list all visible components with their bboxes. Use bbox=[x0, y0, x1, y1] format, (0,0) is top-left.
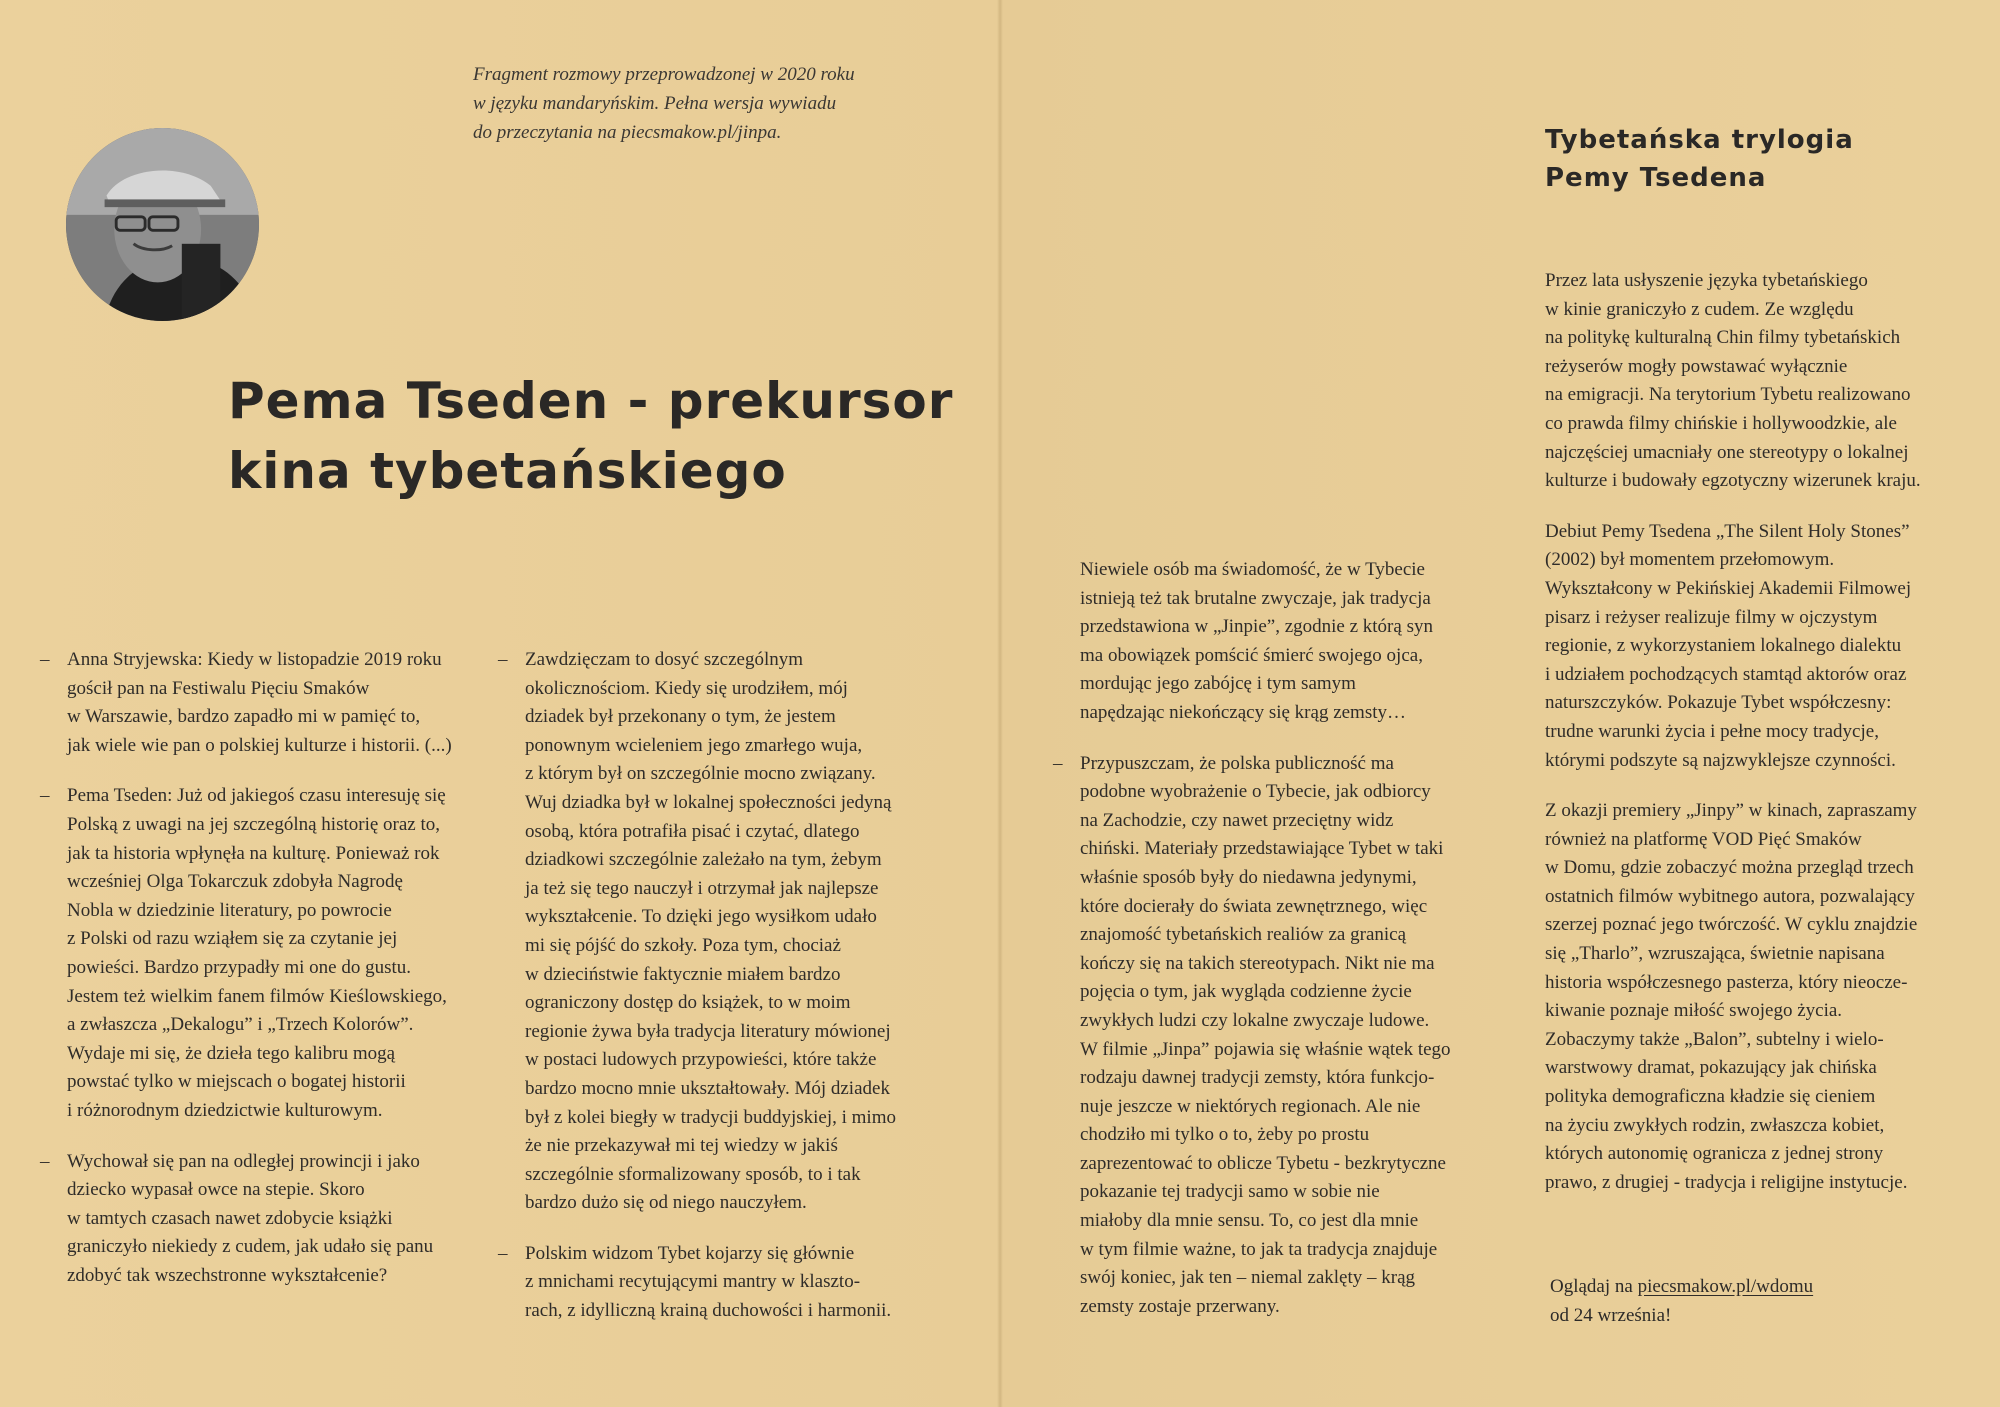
text-line: (2002) był momentem przełomowym. bbox=[1545, 549, 1835, 571]
sidebar-paragraph bbox=[1545, 518, 1985, 775]
text-line: polityka demograficzna kładzie się cieniem bbox=[1545, 1086, 1876, 1108]
text-line: kończy się na takich stereotypach. Nikt nie ma bbox=[1080, 952, 1435, 974]
text-line: Wydaje mi się, że dzieła tego kalibru mogą bbox=[67, 1042, 396, 1064]
text-line: że nie przekazywał mi tej wiedzy w jakiś bbox=[525, 1135, 838, 1157]
text-line: z Polski od razu wziąłem się za czytanie jej bbox=[67, 928, 398, 950]
sidebar-paragraph bbox=[1545, 267, 1985, 496]
text-line: szczególnie sformalizowany sposób, to i tak bbox=[525, 1163, 861, 1185]
text-line: Jestem też wielkim fanem filmów Kieślowskiego, bbox=[67, 985, 447, 1007]
text-line: ma obowiązek pomścić śmierć swojego ojca, bbox=[1080, 644, 1423, 666]
text-line: co prawda filmy chińskie i hollywoodzkie, ale bbox=[1545, 412, 1897, 434]
text-line: podobne wyobrażenie o Tybecie, jak odbiorcy bbox=[1080, 781, 1431, 803]
sidebar-paragraph bbox=[1545, 797, 1985, 1197]
text-line: swój koniec, jak ten – niemal zaklęty – krąg bbox=[1080, 1267, 1416, 1289]
dash-marker: – bbox=[40, 785, 50, 807]
text-line: w tamtych czasach nawet zdobycie książki bbox=[67, 1207, 393, 1229]
text-line: powstać tylko w miejscach o bogatej historii bbox=[67, 1071, 406, 1093]
interview-column-1 bbox=[40, 646, 497, 1290]
text-line: wcześniej Olga Tokarczuk zdobyła Nagrodę bbox=[67, 871, 403, 893]
text-line: powieści. Bardzo przypadły mi one do gustu. bbox=[67, 956, 412, 978]
intro-line: do przeczytania na piecsmakow.pl/jinpa. bbox=[473, 122, 782, 143]
text-line: w Domu, gdzie zobaczyć można przegląd trzech bbox=[1545, 857, 1914, 879]
text-line: reżyserów mogły powstawać wyłącznie bbox=[1545, 355, 1848, 377]
sidebar-title-line: Tybetańska trylogia bbox=[1545, 125, 1854, 155]
text-line: miałoby dla mnie sensu. To, co jest dla mnie bbox=[1080, 1210, 1419, 1232]
text-line: Zawdzięczam to dosyć szczególnym bbox=[525, 649, 804, 670]
interview-column-3 bbox=[1053, 556, 1510, 1321]
text-line: w postaci ludowych przypowieści, które także bbox=[525, 1049, 877, 1071]
text-line: rodzaju dawnej tradycji zemsty, która funkcjo- bbox=[1080, 1067, 1435, 1089]
text-line: również na platformę VOD Pięć Smaków bbox=[1545, 828, 1862, 850]
text-line: warstwowy dramat, pokazujący jak chińska bbox=[1545, 1057, 1877, 1079]
interview-entry bbox=[40, 1148, 497, 1291]
text-line: na Zachodzie, czy nawet przeciętny widz bbox=[1080, 809, 1394, 831]
text-line: Wychował się pan na odległej prowincji i jako bbox=[67, 1150, 420, 1172]
text-line: Niewiele osób ma świadomość, że w Tybecie bbox=[1080, 559, 1425, 580]
text-line: mi się pójść do szkoły. Poza tym, chociaż bbox=[525, 934, 841, 956]
text-line: w dzieciństwie faktycznie miałem bardzo bbox=[525, 963, 841, 985]
text-line: w tym filmie ważne, to jak ta tradycja znajduje bbox=[1080, 1238, 1438, 1260]
text-line: pokazanie tej tradycji samo w sobie nie bbox=[1080, 1181, 1380, 1203]
text-line: W filmie „Jinpa” pojawia się właśnie wątek tego bbox=[1080, 1038, 1451, 1060]
text-line: znajomość tybetańskich realiów za granicą bbox=[1080, 924, 1407, 946]
text-line: na życiu zwykłych rodzin, zwłaszcza kobiet, bbox=[1545, 1114, 1885, 1136]
text-line: zemsty zostaje przerwany. bbox=[1080, 1295, 1280, 1317]
text-line: historia współczesnego pasterza, który nieocze- bbox=[1545, 971, 1908, 993]
text-line: najczęściej umacniały one stereotypy o lokalnej bbox=[1545, 441, 1909, 463]
text-line: szerzej poznać jego twórczość. W cyklu znajdzie bbox=[1545, 914, 1918, 936]
text-line: Wykształcony w Pekińskiej Akademii Filmowej bbox=[1545, 577, 1912, 599]
sidebar-text bbox=[1545, 267, 1985, 1197]
text-line: ponownym wcieleniem jego zmarłego wuja, bbox=[525, 734, 863, 756]
text-line: Wuj dziadka był w lokalnej społeczności jedyną bbox=[525, 791, 892, 813]
text-line: dziadek był przekonany o tym, że jestem bbox=[525, 706, 836, 728]
interview-entry bbox=[40, 782, 497, 1125]
interview-continuation bbox=[1080, 556, 1510, 728]
interview-entry bbox=[498, 646, 955, 1218]
text-line: Przez lata usłyszenie języka tybetańskiego bbox=[1545, 270, 1868, 291]
text-line: gościł pan na Festiwalu Pięciu Smaków bbox=[67, 677, 370, 699]
text-line: prawo, z drugiej - tradycja i religijne instytucje. bbox=[1545, 1171, 1908, 1193]
text-line: trudne warunki życia i pełne mocy tradycje, bbox=[1545, 720, 1879, 742]
main-title-line: Pema Tseden - prekursor bbox=[228, 372, 954, 430]
text-line: a zwłaszcza „Dekalogu” i „Trzech Kolorów”. bbox=[67, 1014, 414, 1036]
interview-entry bbox=[498, 1240, 955, 1326]
text-line: zaprezentować to oblicze Tybetu - bezkrytyczne bbox=[1080, 1152, 1446, 1174]
text-line: które docierały do świata zewnętrznego, więc bbox=[1080, 895, 1428, 917]
text-line: zwykłych ludzi czy lokalne zwyczaje ludowe. bbox=[1080, 1009, 1430, 1031]
text-line: Zobaczymy także „Balon”, subtelny i wielo- bbox=[1545, 1028, 1884, 1050]
intro-line: Fragment rozmowy przeprowadzonej w 2020 roku bbox=[473, 64, 855, 85]
text-line: Debiut Pemy Tsedena „The Silent Holy Stones” bbox=[1545, 520, 1910, 542]
text-line: na politykę kulturalną Chin filmy tybetańskich bbox=[1545, 327, 1901, 349]
text-line: napędzając niekończący się krąg zemsty… bbox=[1080, 701, 1407, 723]
text-line: wykształcenie. To dzięki jego wysiłkom udało bbox=[525, 906, 877, 928]
text-line: jak wiele wie pan o polskiej kulturze i historii. (...) bbox=[67, 734, 452, 756]
text-line: których autonomię ogranicza z jednej strony bbox=[1545, 1143, 1884, 1165]
text-line: i różnorodnym dziedzictwie kulturowym. bbox=[67, 1099, 383, 1121]
text-line: Polską z uwagi na jej szczególną historię oraz to, bbox=[67, 813, 441, 835]
sidebar-title bbox=[1545, 121, 1854, 197]
text-line: okolicznościom. Kiedy się urodziłem, mój bbox=[525, 677, 848, 699]
text-line: Pema Tseden: Już od jakiegoś czasu interesuję się bbox=[67, 785, 446, 807]
text-line: regionie żywa była tradycja literatury mówionej bbox=[525, 1020, 891, 1042]
text-line: w Warszawie, bardzo zapadło mi w pamięć to, bbox=[67, 706, 421, 728]
text-line: jak ta historia wpłynęła na kulturę. Ponieważ rok bbox=[67, 842, 440, 864]
text-line: się „Tharlo”, wzruszająca, świetnie napisana bbox=[1545, 943, 1885, 965]
text-line: graniczyło niekiedy z cudem, jak udało się panu bbox=[67, 1236, 434, 1258]
vod-link[interactable]: piecsmakow.pl/wdomu bbox=[1637, 1276, 1814, 1297]
text-line: ja też się tego nauczył i otrzymał jak najlepsze bbox=[525, 877, 879, 899]
text-line: na emigracji. Na terytorium Tybetu realizowano bbox=[1545, 384, 1911, 406]
text-line: dziadkowi szczególnie zależało na tym, żebym bbox=[525, 849, 882, 871]
dash-marker: – bbox=[498, 1242, 508, 1264]
text-line: chodziło mi tylko o to, żeby po prostu bbox=[1080, 1124, 1370, 1146]
text-line: przedstawiona w „Jinpie”, zgodnie z którą syn bbox=[1080, 616, 1433, 638]
text-line: pisarz i reżyser realizuje filmy w ojczystym bbox=[1545, 606, 1878, 628]
text-line: naturszczyków. Pokazuje Tybet współczesny: bbox=[1545, 692, 1892, 714]
cta-prefix: Oglądaj na bbox=[1550, 1276, 1638, 1297]
portrait-image bbox=[66, 128, 259, 321]
text-line: nuje jeszcze w niektórych regionach. Ale nie bbox=[1080, 1095, 1421, 1117]
interview-entry bbox=[1053, 750, 1510, 1322]
intro-line: w języku mandaryńskim. Pełna wersja wywiadu bbox=[473, 93, 837, 114]
main-title bbox=[228, 366, 968, 506]
text-line: bardzo dużo się od niego nauczyłem. bbox=[525, 1192, 807, 1214]
text-line: kulturze i budowały egzotyczny wizerunek kraju. bbox=[1545, 470, 1921, 492]
intro-note bbox=[473, 60, 943, 147]
text-line: Przypuszczam, że polska publiczność ma bbox=[1080, 752, 1394, 774]
text-line: był z kolei biegły w tradycji buddyjskiej, i mimo bbox=[525, 1106, 896, 1128]
text-line: Z okazji premiery „Jinpy” w kinach, zapraszamy bbox=[1545, 800, 1917, 822]
dash-marker: – bbox=[40, 1150, 50, 1172]
text-line: właśnie sposób były do niedawna jedynymi, bbox=[1080, 866, 1417, 888]
text-line: osobą, która potrafiła pisać i czytać, dlatego bbox=[525, 820, 860, 842]
call-to-action bbox=[1550, 1272, 1813, 1330]
text-line: regionie, z wykorzystaniem lokalnego dialektu bbox=[1545, 635, 1902, 657]
cta-date: od 24 września! bbox=[1550, 1305, 1672, 1326]
text-line: istnieją też tak brutalne zwyczaje, jak tradycja bbox=[1080, 587, 1431, 609]
text-line: z którym był on szczególnie mocno związany. bbox=[525, 763, 876, 785]
dash-marker: – bbox=[40, 649, 50, 670]
text-line: kiwanie poznaje miłość swojego życia. bbox=[1545, 1000, 1843, 1022]
cta-line bbox=[1550, 1272, 1813, 1301]
text-line: dziecko wypasał owce na stepie. Skoro bbox=[67, 1179, 365, 1201]
text-line: Polskim widzom Tybet kojarzy się głównie bbox=[525, 1242, 855, 1264]
interview-entry bbox=[40, 646, 497, 760]
text-line: Nobla w dziedzinie literatury, po powrocie bbox=[67, 899, 392, 921]
main-title-line: kina tybetańskiego bbox=[228, 442, 787, 500]
text-line: i udziałem pochodzących stamtąd aktorów oraz bbox=[1545, 663, 1907, 685]
text-line: zdobyć tak wszechstronne wykształcenie? bbox=[67, 1264, 388, 1286]
interview-column-2 bbox=[498, 646, 955, 1326]
text-line: w kinie graniczyło z cudem. Ze względu bbox=[1545, 298, 1854, 320]
text-line: z mnichami recytującymi mantry w klaszto- bbox=[525, 1271, 861, 1293]
dash-marker: – bbox=[498, 649, 508, 670]
text-line: którymi podszyte są najzwyklejsze czynności. bbox=[1545, 749, 1896, 771]
text-line: pojęcia o tym, jak wygląda codzienne życie bbox=[1080, 981, 1412, 1003]
text-line: Anna Stryjewska: Kiedy w listopadzie 2019 roku bbox=[67, 649, 442, 670]
dash-marker: – bbox=[1053, 752, 1063, 774]
text-line: rach, z idylliczną krainą duchowości i harmonii. bbox=[525, 1300, 892, 1322]
text-line: ograniczony dostęp do książek, to w moim bbox=[525, 992, 851, 1014]
page-fold bbox=[997, 0, 1003, 1407]
text-line: mordując jego zabójcę i tym samym bbox=[1080, 673, 1356, 695]
author-portrait bbox=[66, 128, 259, 321]
text-line: chiński. Materiały przedstawiające Tybet w taki bbox=[1080, 838, 1444, 860]
text-line: ostatnich filmów wybitnego autora, pozwalający bbox=[1545, 885, 1915, 907]
sidebar-title-line: Pemy Tsedena bbox=[1545, 163, 1767, 193]
text-line: bardzo mocno mnie ukształtowały. Mój dziadek bbox=[525, 1077, 890, 1099]
